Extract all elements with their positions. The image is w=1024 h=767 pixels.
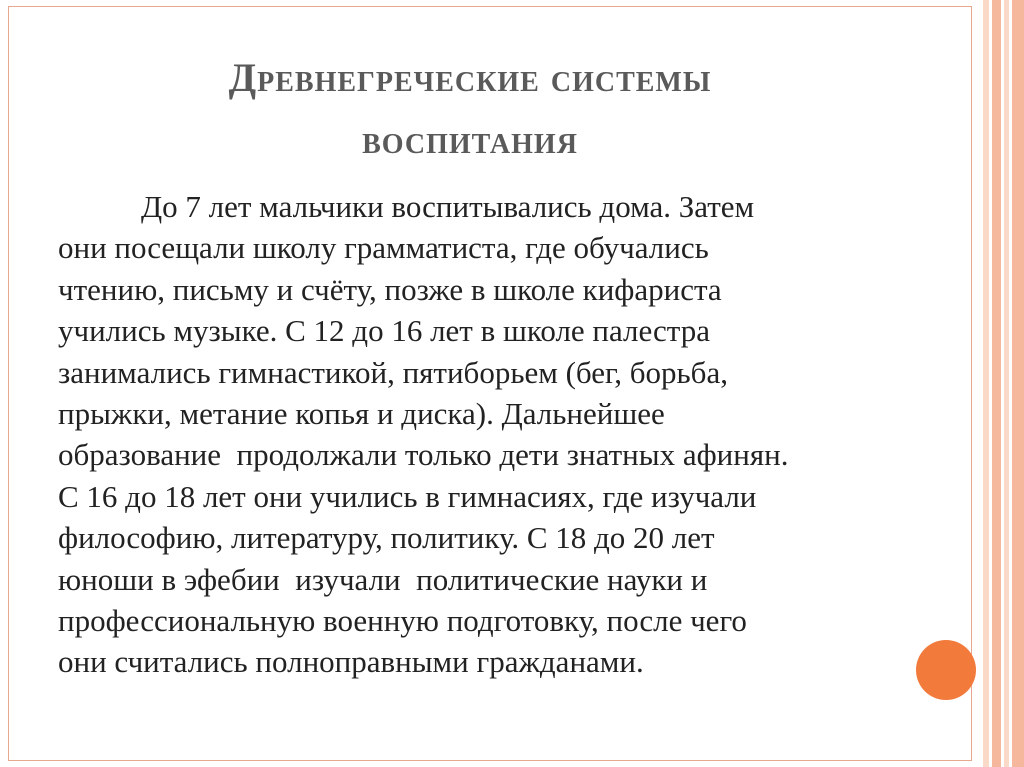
decorative-stripe [1012,0,1024,767]
body-line: они посещали школу грамматиста, где обучались [58,230,709,266]
slide-title-line-2: воспитания [362,117,578,162]
slide-title [100,52,840,166]
decorative-orange-circle [916,640,976,700]
slide-title-line-1: Древнегреческие системы [228,55,712,100]
body-line: образование продолжали только дети знатных афинян. [58,437,789,473]
body-line: философию, литературу, политику. С 18 до 20 лет [58,520,715,556]
decorative-stripe [1004,0,1009,767]
body-line: С 16 до 18 лет они учились в гимнасиях, где изучали [58,478,757,514]
body-line: они считались полноправными гражданами. [58,644,644,680]
decorative-stripe [992,0,1001,767]
body-line: профессиональную военную подготовку, после чего [58,603,747,639]
body-line: прыжки, метание копья и диска). Дальнейшее [58,396,665,432]
body-line: До 7 лет мальчики воспитывались дома. Затем [141,189,755,224]
body-line: учились музыке. С 12 до 16 лет в школе палестра [58,313,710,349]
slide-body-text [58,186,878,683]
body-line: чтению, письму и счёту, позже в школе кифариста [58,271,722,307]
decorative-stripe [983,0,989,767]
body-line: занимались гимнастикой, пятиборьем (бег, борьба, [58,354,728,390]
body-line: юноши в эфебии изучали политические науки и [58,561,708,597]
